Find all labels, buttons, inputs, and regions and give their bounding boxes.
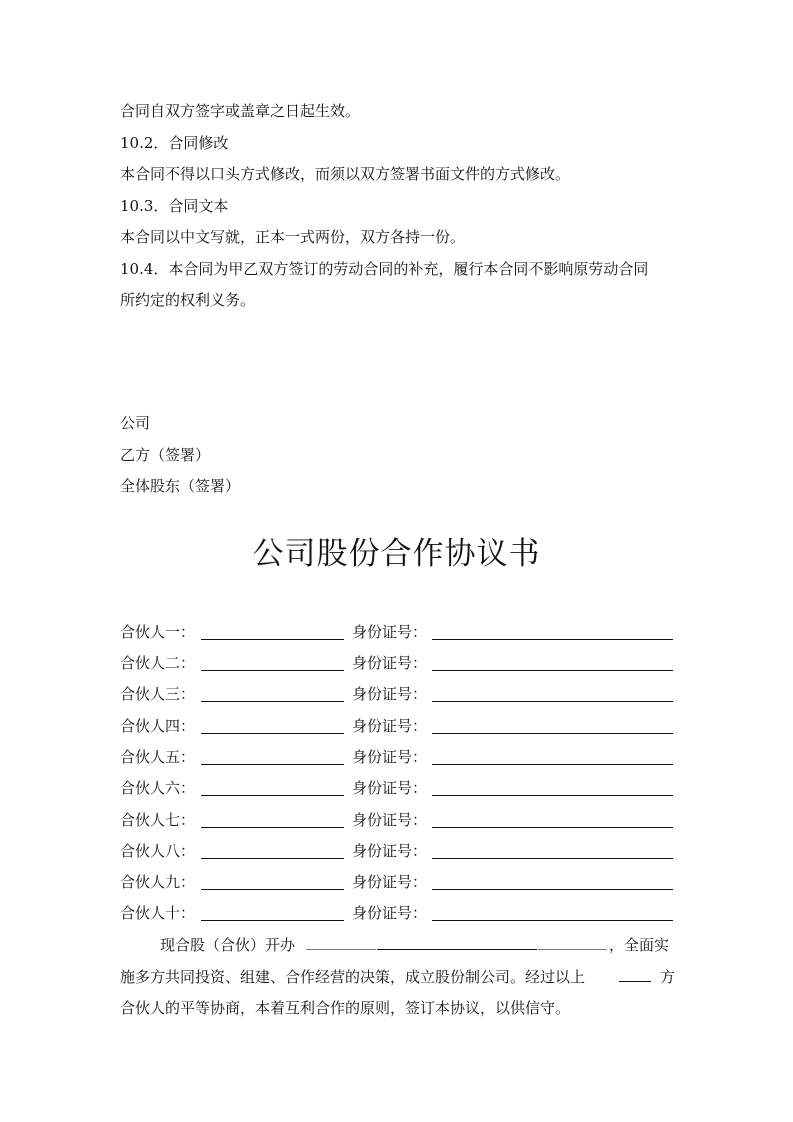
id-number-blank[interactable] (432, 639, 673, 640)
partner-label: 合伙人八： (120, 842, 196, 860)
id-number-blank[interactable] (432, 795, 673, 796)
signature-company: 公司 (120, 414, 151, 432)
partner-name-blank[interactable] (201, 827, 344, 828)
partner-name-blank[interactable] (201, 795, 344, 796)
partner-label: 合伙人五： (120, 748, 196, 766)
id-number-label: 身份证号： (352, 904, 428, 922)
business-name-blank-right[interactable] (538, 935, 607, 950)
clause-10-3-heading: 10.3．合同文本 (120, 197, 229, 215)
partner-row (120, 684, 673, 706)
business-name-blank[interactable] (377, 935, 537, 950)
partner-name-blank[interactable] (201, 639, 344, 640)
clause-10-2-heading: 10.2．合同修改 (120, 134, 229, 152)
id-number-label: 身份证号： (352, 717, 428, 735)
partner-row (120, 747, 673, 769)
id-number-blank[interactable] (432, 764, 673, 765)
partner-label: 合伙人十： (120, 904, 196, 922)
business-name-blank-left[interactable] (306, 935, 376, 950)
id-number-label: 身份证号： (352, 685, 428, 703)
id-number-blank[interactable] (432, 733, 673, 734)
partner-name-blank[interactable] (201, 920, 344, 921)
partner-name-blank[interactable] (201, 764, 344, 765)
signature-shareholders: 全体股东（签署） (120, 477, 241, 495)
partner-label: 合伙人二： (120, 654, 196, 672)
intro-line2-text: 施多方共同投资、组建、合作经营的决策，成立股份制公司。经过以上 (120, 968, 586, 986)
partner-row (120, 903, 673, 925)
id-number-label: 身份证号： (352, 842, 428, 860)
id-number-label: 身份证号： (352, 748, 428, 766)
intro-line2-end: 方 (660, 968, 676, 986)
id-number-label: 身份证号： (352, 654, 428, 672)
id-number-label: 身份证号： (352, 811, 428, 829)
partner-row (120, 841, 673, 863)
clause-effective-text: 合同自双方签字或盖章之日起生效。 (120, 102, 361, 120)
partner-name-blank[interactable] (201, 733, 344, 734)
id-number-blank[interactable] (432, 701, 673, 702)
id-number-label: 身份证号： (352, 873, 428, 891)
partner-row (120, 778, 673, 800)
agreement-title: 公司股份合作协议书 (252, 536, 541, 572)
partner-row (120, 622, 673, 644)
clause-10-4-line1: 10.4．本合同为甲乙双方签订的劳动合同的补充，履行本合同不影响原劳动合同 (120, 260, 649, 278)
clause-10-2-body: 本合同不得以口头方式修改，而须以双方签署书面文件的方式修改。 (120, 165, 571, 183)
id-number-blank[interactable] (432, 858, 673, 859)
intro-text-start: 现合股（合伙）开办 (160, 936, 296, 954)
id-number-blank[interactable] (432, 889, 673, 890)
signature-party-b: 乙方（签署） (120, 446, 211, 464)
partner-label: 合伙人七： (120, 811, 196, 829)
partner-label: 合伙人三： (120, 685, 196, 703)
intro-paragraph-line3: 合伙人的平等协商，本着互利合作的原则，签订本协议，以供信守。 (120, 999, 571, 1017)
partner-name-blank[interactable] (201, 889, 344, 890)
partner-name-blank[interactable] (201, 701, 344, 702)
partner-label: 合伙人一： (120, 623, 196, 641)
id-number-label: 身份证号： (352, 779, 428, 797)
partner-row (120, 653, 673, 675)
id-number-blank[interactable] (432, 827, 673, 828)
partner-label: 合伙人九： (120, 873, 196, 891)
partner-row (120, 810, 673, 832)
partner-name-blank[interactable] (201, 858, 344, 859)
partner-label: 合伙人六： (120, 779, 196, 797)
id-number-blank[interactable] (432, 920, 673, 921)
clause-10-4-line2: 所约定的权利义务。 (120, 291, 256, 309)
partner-row (120, 716, 673, 738)
id-number-blank[interactable] (432, 670, 673, 671)
partner-count-blank[interactable] (619, 967, 651, 982)
id-number-label: 身份证号： (352, 623, 428, 641)
clause-10-3-body: 本合同以中文写就，正本一式两份，双方各持一份。 (120, 228, 466, 246)
partner-label: 合伙人四： (120, 717, 196, 735)
intro-text-end: ，全面实 (609, 936, 670, 954)
partner-name-blank[interactable] (201, 670, 344, 671)
partner-row (120, 872, 673, 894)
